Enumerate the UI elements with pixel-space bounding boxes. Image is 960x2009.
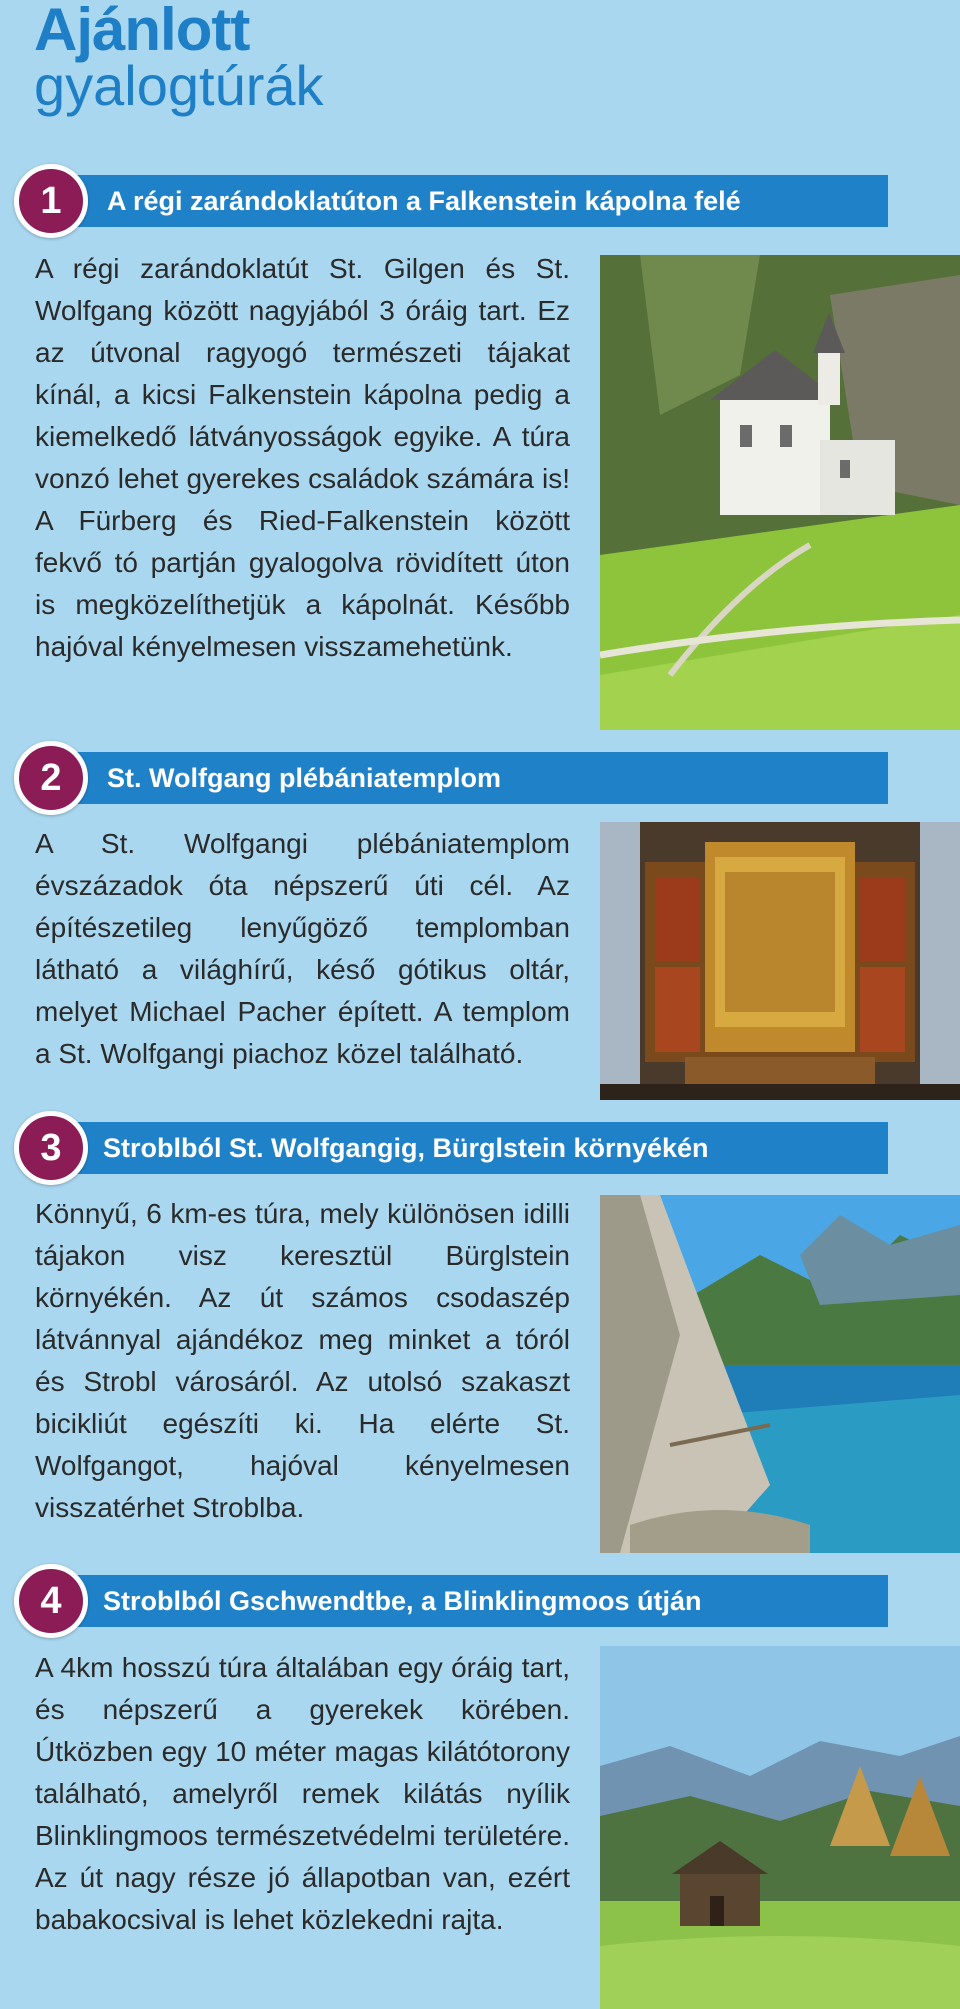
tour-3-description: Könnyű, 6 km-es túra, mely különösen idilli tájakon visz keresztül Bürglstein környékén. Az út számos csodaszép látvánnyal ajándékoz meg minket a tóról és Strobl városáról. Az utolsó szakaszt bicikliút egészíti ki. Ha elérte St. Wolfgangot, hajóval kényelmesen visszatérhet Stroblba. [35,1198,570,1523]
tour-1-description: A régi zarándoklatút St. Gilgen és St. Wolfgang között nagyjából 3 óráig tart. Ez az útvonal ragyogó természeti tájakat kínál, a kicsi Falkenstein kápolna pedig a kiemelkedő látványosságok egyike. A túra vonzó lehet gyerekes családok számára is! A Fürberg és Ried-Falkenstein között fekvő tó partján gyalogolva rövidített úton is megközelíthetjük a kápolnát. Később hajóval kényelmesen visszamehetünk. [35,253,570,662]
tour-2-number-badge: 2 [14,741,88,815]
tour-1-header-bar [40,175,888,227]
tour-4-photo-blinklingmoos [600,1646,960,2009]
tour-1-heading: A régi zarándoklatúton a Falkenstein kápolna felé [107,186,741,216]
tour-4-number-badge: 4 [14,1564,88,1638]
tour-2-heading: St. Wolfgang plébániatemplom [107,763,502,793]
tour-1-number-badge: 1 [14,164,88,238]
tour-3-heading: Stroblból St. Wolfgangig, Bürglstein környékén [103,1133,709,1163]
page-title [34,0,324,117]
title-sub: gyalogtúrák [34,54,324,117]
tour-2-photo-altar [600,822,960,1100]
title-main: Ajánlott [34,0,250,63]
tour-1-photo-falkenstein-chapel [600,255,960,730]
tour-2-header-bar [40,752,888,804]
tour-4-header-bar [40,1575,888,1627]
tour-3-photo-lake-shore [600,1195,960,1553]
tour-3-header-bar [40,1122,888,1174]
tour-3-number-badge: 3 [14,1111,88,1185]
tour-4-heading: Stroblból Gschwendtbe, a Blinklingmoos útján [103,1586,702,1616]
tour-4-description: A 4km hosszú túra általában egy óráig tart, és népszerű a gyerekek körében. Útközben egy 10 méter magas kilátótorony található, amelyről remek kilátás nyílik Blinklingmoos természetvédelmi területére. Az út nagy része jó állapotban van, ezért babakocsival is lehet közlekedni rajta. [35,1652,570,1935]
tour-2-description: A St. Wolfgangi plébániatemplom évszázadok óta népszerű úti cél. Az építészetileg lenyűgöző templomban látható a világhírű, késő gótikus oltár, melyet Michael Pacher épített. A templom a St. Wolfgangi piachoz közel található. [35,828,570,1069]
